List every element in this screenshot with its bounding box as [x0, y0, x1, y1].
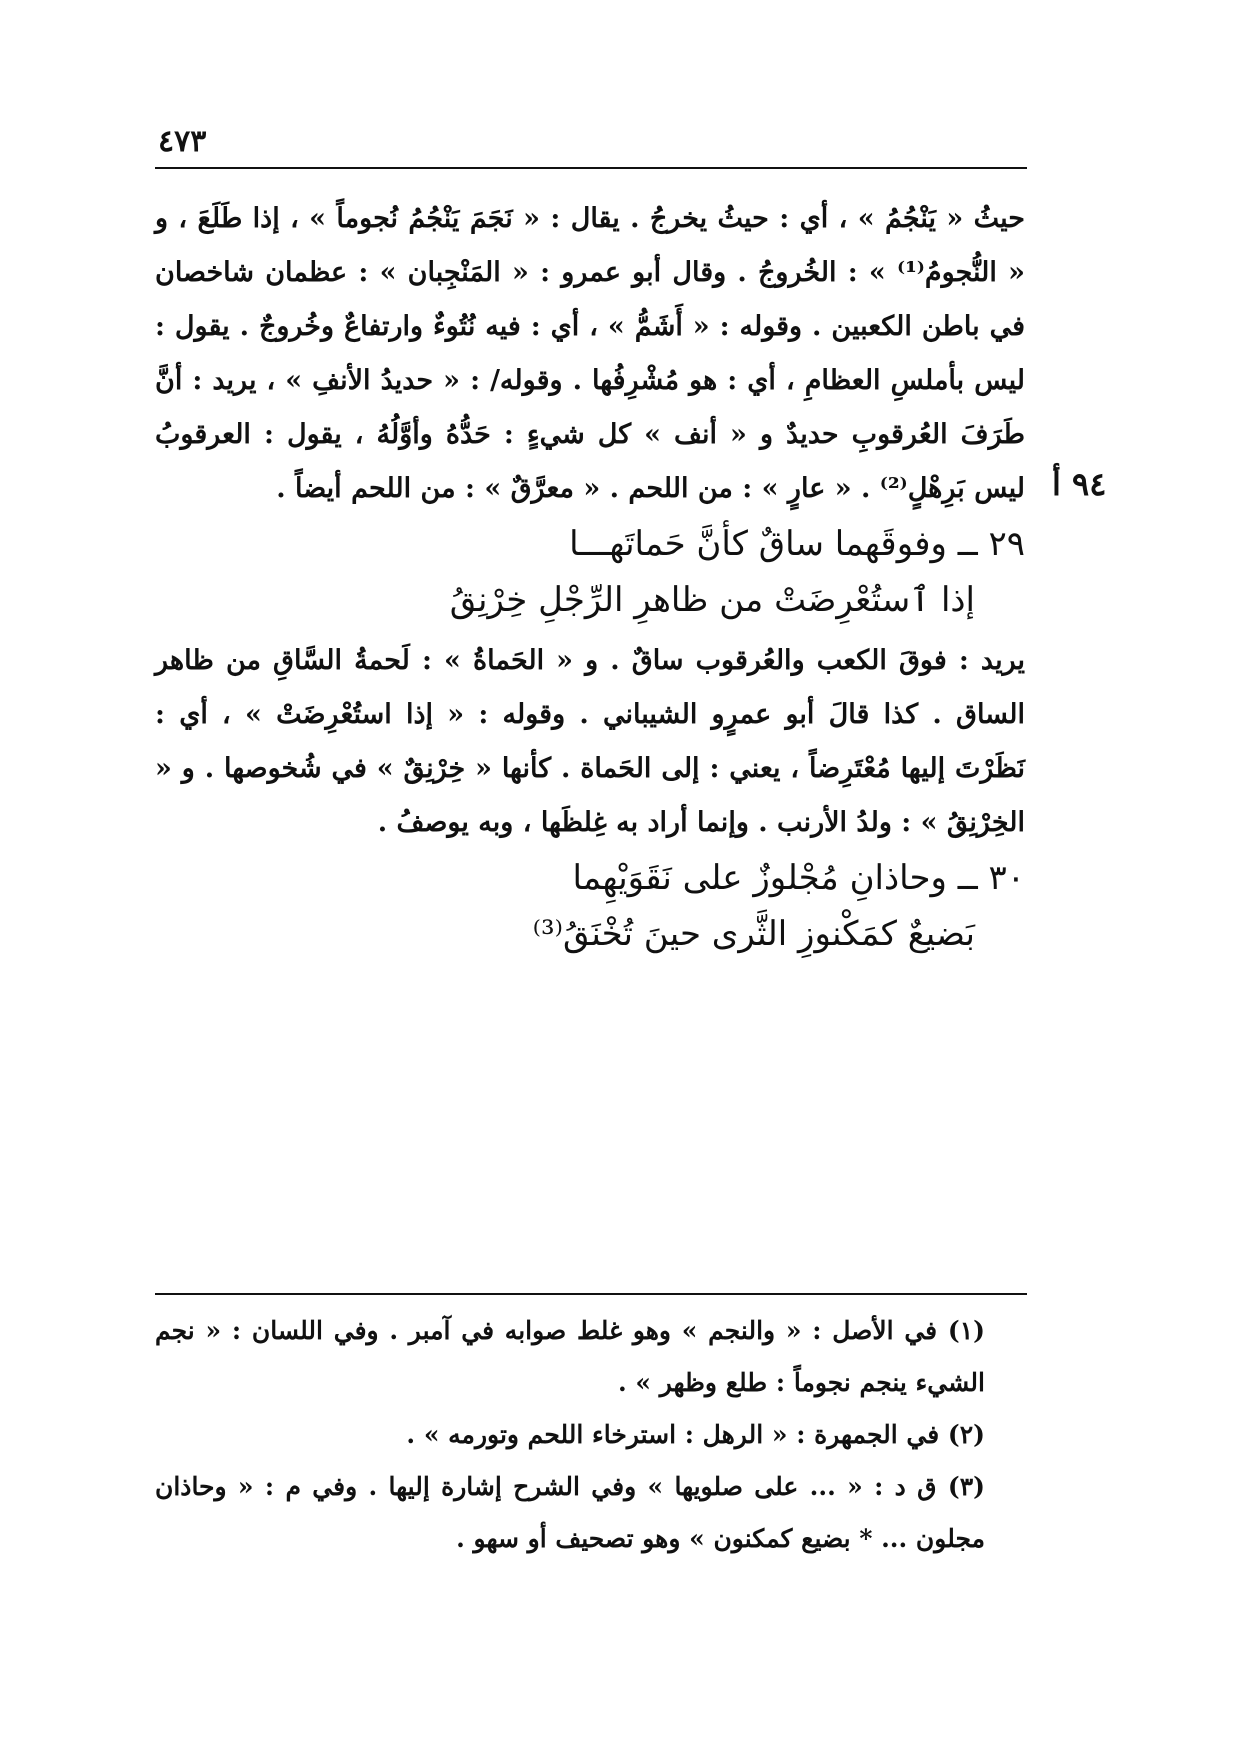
- footnote-1: (١) في الأصل : « والنجم » وهو غلط صوابه في آمبر . وفي اللسان : « نجم الشيء ينجم نجوماً : طلع وظهر » .: [155, 1316, 985, 1397]
- main-text: [155, 192, 1025, 968]
- footnote-rule: [155, 1293, 1027, 1295]
- commentary-paragraph-2: يريد : فوقَ الكعب والعُرقوب ساقٌ . و « الحَماةُ » : لَحمةُ السَّاقِ من ظاهر الساق . كذا قالَ أبو عمرٍو الشيباني . وقوله : « إذا استُعْرِضَتْ » ، أي : نَظَرْتَ إليها مُعْتَرِضاً ، يعني : إلى الحَماة . كأنها « خِرْنِقٌ » في شُخوصها . و « الخِرْنِقُ » : ولدُ الأرنب . وإنما أراد به غِلظَها ، وبه يوصفُ .: [155, 645, 1025, 838]
- commentary-paragraph-1: حيثُ « يَنْجُمُ » ، أي : حيثُ يخرجُ . يقال : « نَجَمَ يَنْجُمُ نُجوماً » ، إذا طَلَعَ ، و « النُّجومُ⁽¹⁾ » : الخُروجُ . وقال أبو عمرو : « المَنْجِبان » : عظمان شاخصان في باطن الكعبين . وقوله : « أَشَمُّ » ، أي : فيه نُتُوءٌ وارتفاعٌ وخُروجٌ . يقول : ليس بأملسِ العظامِ ، أي : هو مُشْرِفُها . وقوله/ : « حديدُ الأنفِ » ، يريد : أنَّ طَرَفَ العُرقوبِ حديدٌ و « أنف » كل شيءٍ : حَدُّهُ وأوَّلُهُ ، يقول : العرقوبُ ليس بَرِهْلٍ⁽²⁾ . « عارٍ » : من اللحم . « معرَّقٌ » : من اللحم أيضاً .: [155, 203, 1025, 504]
- footnotes: [155, 1305, 1025, 1565]
- footnote-2: (٢) في الجمهرة : « الرهل : استرخاء اللحم وتورمه » .: [406, 1420, 985, 1449]
- footnote-3: (٣) ق د : « ... على صلويها » وفي الشرح إشارة إليها . وفي م : « وحاذان مجلون ... * بضيع كمكنون » وهو تصحيف أو سهو .: [155, 1472, 985, 1553]
- margin-folio-note: ٩٤ أ: [1052, 465, 1107, 503]
- header-rule: [155, 167, 1027, 169]
- page-number: ٤٧٣: [158, 124, 207, 159]
- verse-30-second-hemistich: بَضيعٌ كمَكْنوزِ الثَّرى حينَ تُخْنَقُ⁽³⁾: [532, 914, 975, 954]
- verse-29-first-hemistich: ٢٩ ــ وفوقَهما ساقٌ كأنَّ حَماتَهـــا: [569, 524, 1025, 564]
- verse-30: [155, 850, 1025, 962]
- verse-30-first-hemistich: ٣٠ ــ وحاذانِ مُجْلوزٌ على نَقَوَيْهِما: [572, 858, 1025, 898]
- verse-29: [155, 516, 1025, 628]
- verse-29-second-hemistich: إذا ٱستُعْرِضَتْ من ظاهرِ الرِّجْلِ خِرْنِقُ: [449, 580, 975, 620]
